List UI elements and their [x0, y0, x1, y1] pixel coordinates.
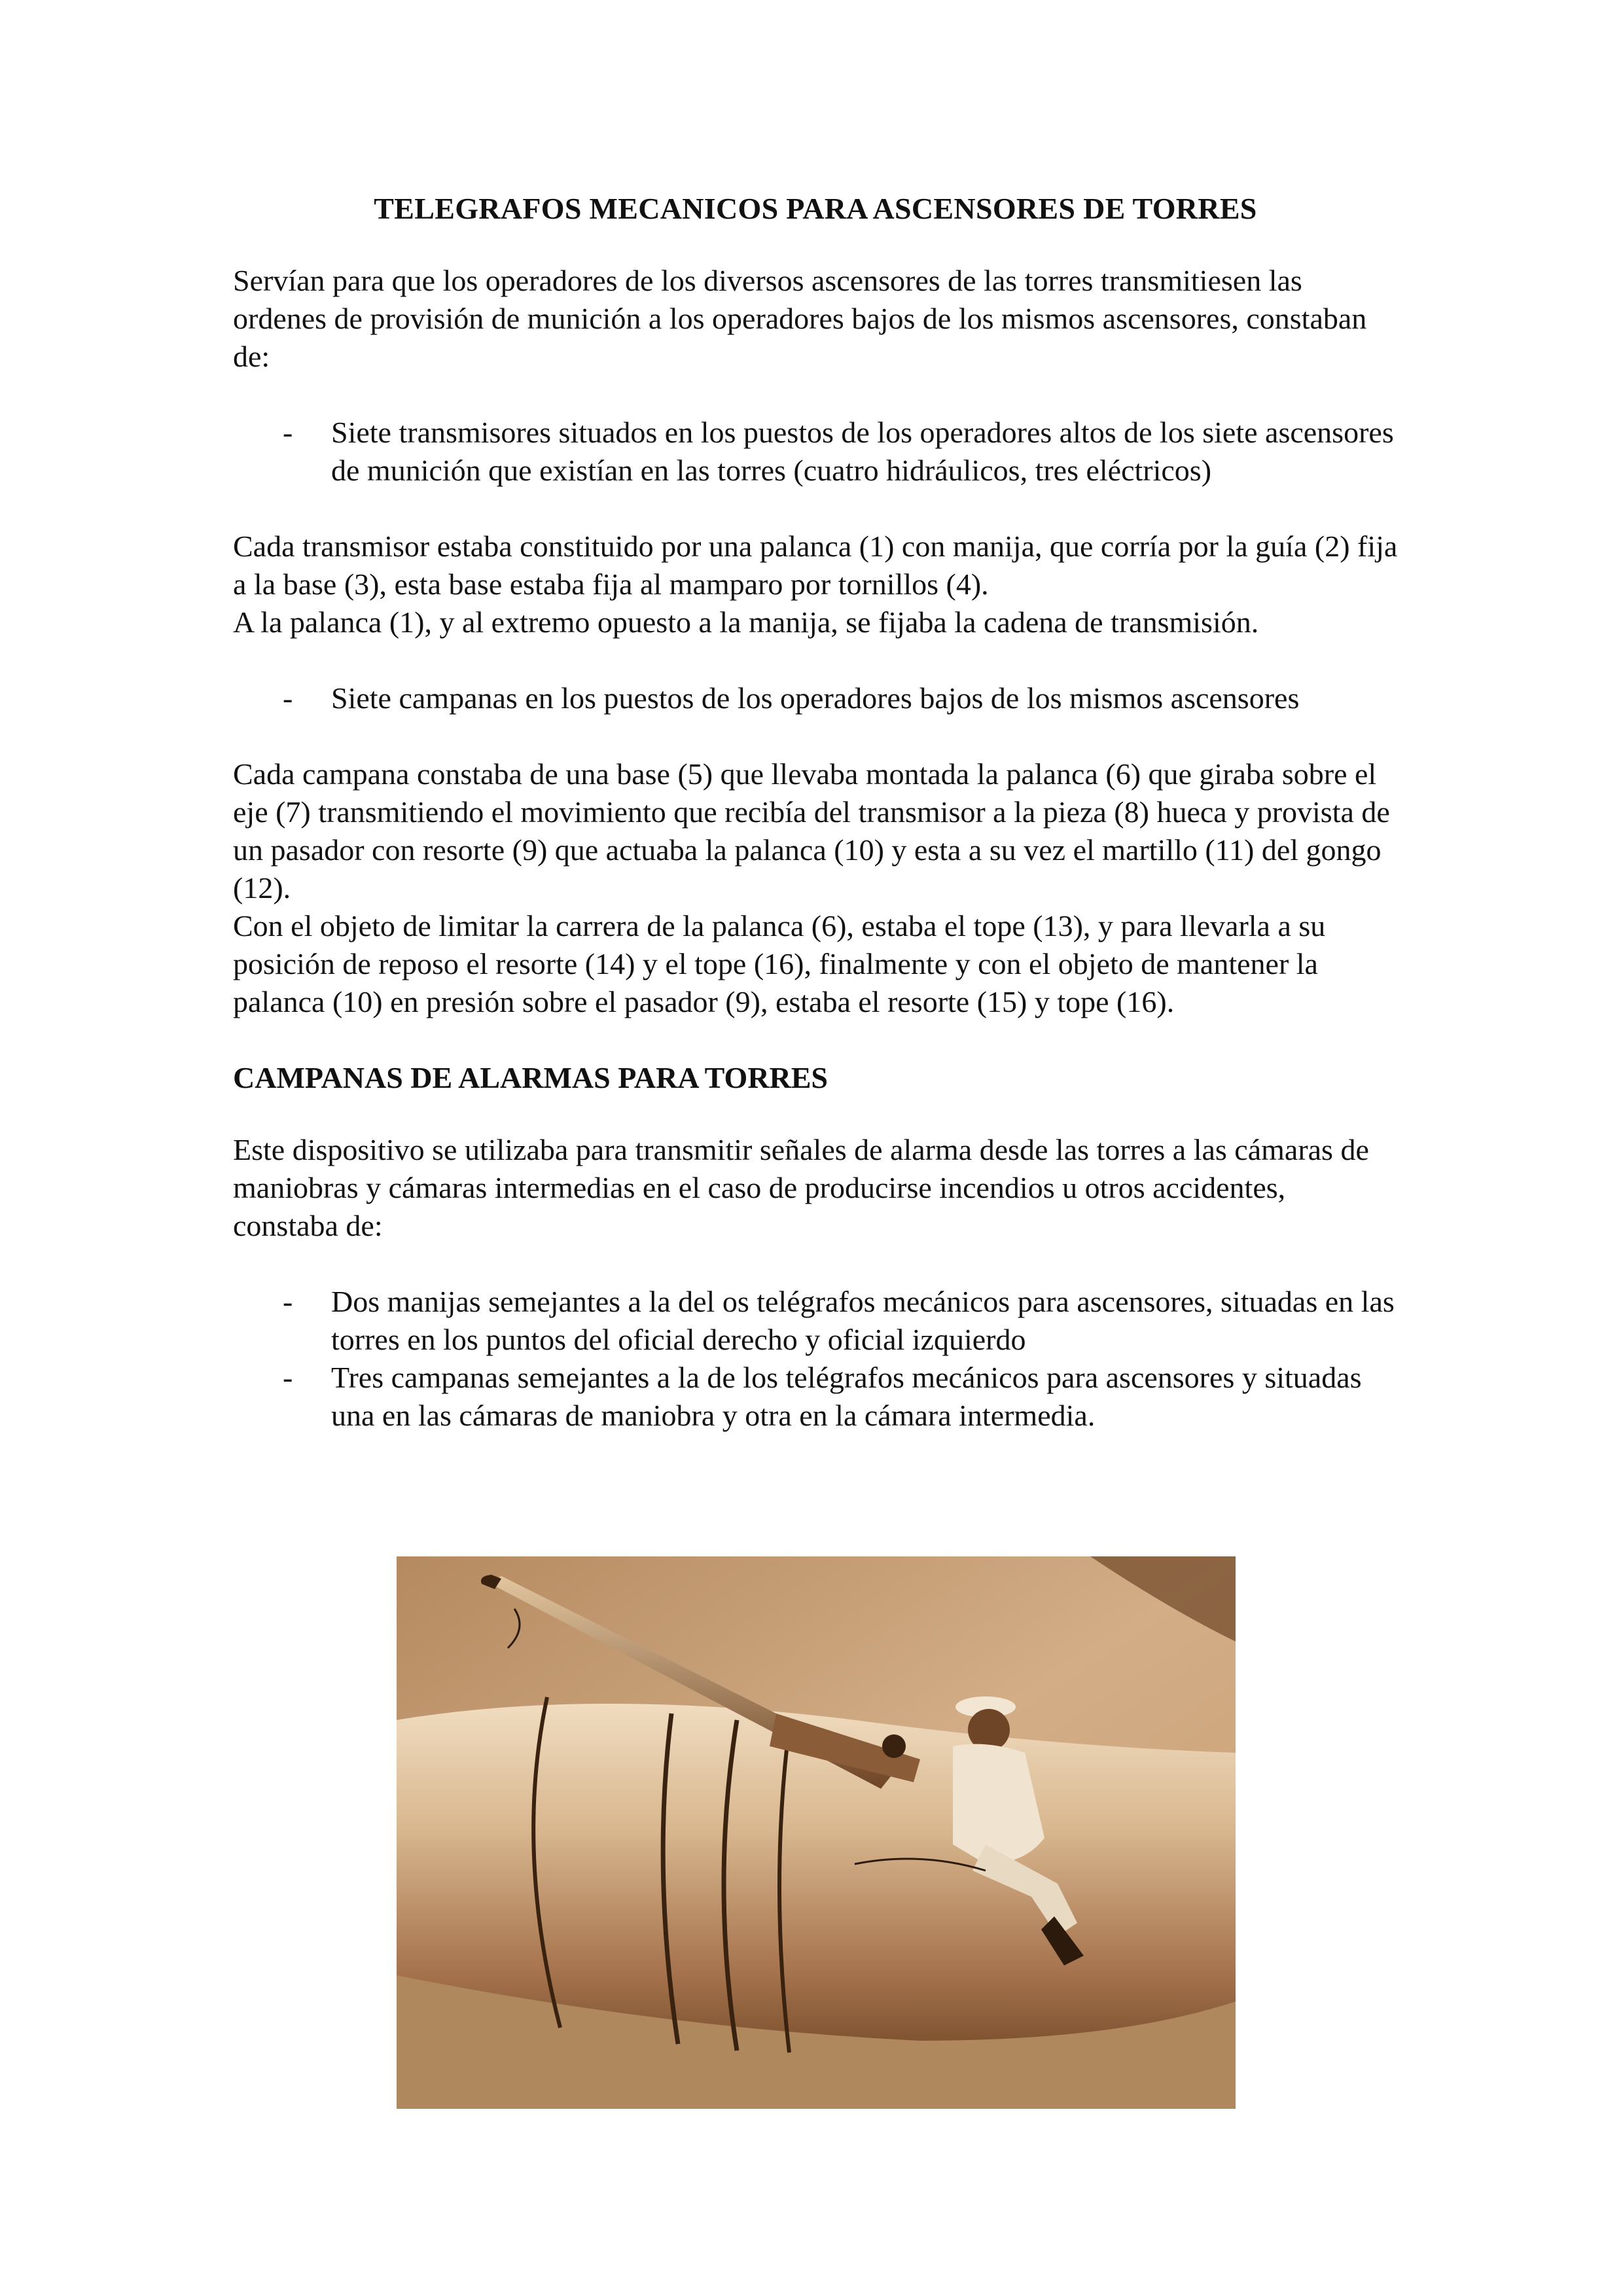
page-title: TELEGRAFOS MECANICOS PARA ASCENSORES DE TORRES: [374, 192, 1257, 225]
list-item-text: Siete campanas en los puestos de los operadores bajos de los mismos ascensores: [331, 681, 1300, 715]
naval-gun-photo: [397, 1556, 1236, 2109]
bell-paragraph-2: Con el objeto de limitar la carrera de la palanca (6), estaba el tope (13), y para llevarla a su posición de reposo el resorte (14) y el tope (16), finalmente y con el objeto de mantener la palanca (10) en presión sobre el pasador (9), estaba el resorte (15) y tope (16).: [233, 909, 1326, 1018]
dash-bullet: -: [283, 1361, 293, 1394]
intro-paragraph: Servían para que los operadores de los diversos ascensores de las torres transmitiesen las ordenes de provisión de munición a los operadores bajos de los mismos ascensores, constaban de:: [233, 264, 1367, 373]
list-item: [233, 679, 1398, 717]
transmitter-paragraph-1: Cada transmisor estaba constituido por una palanca (1) con manija, que corría por la guía (2) fija a la base (3), esta base estaba fija al mamparo por tornillos (4).: [233, 529, 1398, 601]
transmitter-paragraph-2: A la palanca (1), y al extremo opuesto a la manija, se fijaba la cadena de transmisión.: [233, 605, 1259, 639]
alarm-intro-paragraph: Este dispositivo se utilizaba para transmitir señales de alarma desde las torres a las cámaras de maniobras y cámaras intermedias en el caso de producirse incendios u otros accidentes, constaba de:: [233, 1133, 1369, 1242]
bells-list: [233, 679, 1398, 717]
transmitters-list: [233, 414, 1398, 490]
list-item-text: Dos manijas semejantes a la del os telégrafos mecánicos para ascensores, situadas en las torres en los puntos del oficial derecho y oficial izquierdo: [331, 1285, 1395, 1356]
dash-bullet: -: [283, 416, 293, 449]
dash-bullet: -: [283, 1285, 293, 1318]
list-item: [233, 1359, 1398, 1435]
section-heading: CAMPANAS DE ALARMAS PARA TORRES: [233, 1061, 829, 1094]
list-item-text: Siete transmisores situados en los puestos de los operadores altos de los siete ascensores de munición que existían en las torres (cuatro hidráulicos, tres eléctricos): [331, 416, 1394, 487]
list-item: [233, 1283, 1398, 1359]
list-item-text: Tres campanas semejantes a la de los telégrafos mecánicos para ascensores y situadas una en las cámaras de maniobra y otra en la cámara intermedia.: [331, 1361, 1362, 1432]
photo-illustration: [397, 1556, 1236, 2109]
alarm-list: [233, 1283, 1398, 1435]
document-page: [233, 190, 1398, 1473]
list-item: [233, 414, 1398, 490]
gun-sight: [882, 1734, 906, 1758]
bell-paragraph-1: Cada campana constaba de una base (5) que llevaba montada la palanca (6) que giraba sobre el eje (7) transmitiendo el movimiento que recibía del transmisor a la pieza (8) hueca y provista de un pasador con resorte (9) que actuaba la palanca (10) y esta a su vez el martillo (11) del gongo (12).: [233, 757, 1390, 905]
dash-bullet: -: [283, 681, 293, 715]
